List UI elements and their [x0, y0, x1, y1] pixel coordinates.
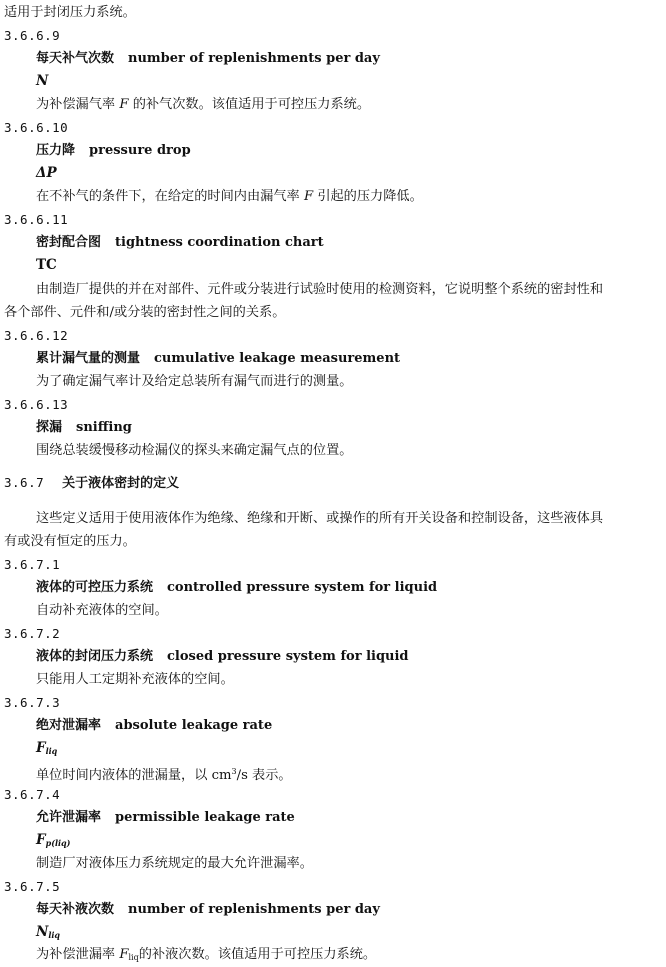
- definition-text: 单位时间内液体的泄漏量，以 cm: [36, 768, 232, 783]
- term-definition: 围绕总装缓慢移动检漏仪的探头来确定漏气点的位置。: [36, 443, 353, 458]
- clause-number: 3.6.7.2: [4, 626, 61, 641]
- term-en: sniffing: [76, 420, 132, 435]
- symbol-main: F: [36, 740, 46, 756]
- term-cn: 每天补气次数: [36, 51, 115, 66]
- term-definition: 由制造厂提供的并在对部件、元件或分装进行试验时使用的检测资料，它说明整个系统的密封性和: [36, 282, 604, 297]
- clause-number: 3.6.7.3: [4, 695, 61, 710]
- definition-text: /s 表示。: [236, 768, 292, 783]
- definition-superscript: 3: [231, 767, 237, 776]
- term-cn: 允许泄漏率: [36, 810, 102, 825]
- term-definition: 只能用人工定期补充液体的空间。: [36, 672, 234, 687]
- term-en: number of replenishments per day: [128, 51, 380, 66]
- definition-text: 的补气次数。该值适用于可控压力系统。: [132, 97, 371, 112]
- term-entry: [36, 648, 409, 665]
- term-definition: 自动补充液体的空间。: [36, 603, 168, 618]
- definition-variable: F: [119, 97, 129, 112]
- symbol-main: F: [36, 832, 46, 848]
- clause-number: 3.6.6.12: [4, 328, 69, 343]
- term-en: number of replenishments per day: [128, 902, 380, 917]
- clause-number: 3.6.6.9: [4, 28, 61, 43]
- clause-number: 3.6.6.10: [4, 120, 69, 135]
- term-symbol: [36, 832, 70, 852]
- term-cn: 压力降: [36, 143, 76, 158]
- term-symbol: [36, 740, 57, 760]
- term-entry: [36, 50, 380, 67]
- term-symbol: ΔP: [36, 165, 57, 181]
- term-definition: [36, 763, 292, 784]
- term-en: tightness coordination chart: [115, 235, 324, 250]
- symbol-subscript: liq: [45, 746, 58, 756]
- term-entry: [36, 419, 132, 436]
- term-definition: 为了确定漏气率计及给定总装所有漏气而进行的测量。: [36, 374, 353, 389]
- term-en: permissible leakage rate: [115, 810, 295, 825]
- definition-text: 的补液次数。该值适用于可控压力系统。: [138, 947, 377, 962]
- definition-text: 引起的压力降低。: [317, 189, 423, 204]
- term-entry: [36, 809, 295, 826]
- definition-text: 为补偿泄漏率: [36, 947, 116, 962]
- term-en: closed pressure system for liquid: [167, 649, 409, 664]
- term-entry: [36, 901, 380, 918]
- section-heading: [4, 474, 179, 492]
- definition-variable: F: [303, 189, 314, 204]
- clause-number: 3.6.7.5: [4, 879, 61, 894]
- term-en: absolute leakage rate: [115, 718, 273, 733]
- term-cn: 每天补液次数: [36, 902, 115, 917]
- section-number: 3.6.7: [4, 475, 45, 490]
- term-cn: 探漏: [36, 420, 63, 435]
- section-paragraph: 这些定义适用于使用液体作为绝缘、绝缘和开断、或操作的所有开关设备和控制设备，这些液体具: [36, 511, 604, 526]
- definition-subscript: liq: [128, 953, 139, 962]
- term-en: controlled pressure system for liquid: [167, 580, 438, 595]
- clause-number: 3.6.7.4: [4, 787, 61, 802]
- term-definition: 制造厂对液体压力系统规定的最大允许泄漏率。: [36, 856, 313, 871]
- term-cn: 密封配合图: [36, 235, 102, 250]
- term-entry: [36, 350, 400, 367]
- term-symbol: [36, 924, 60, 944]
- term-cn: 液体的封闭压力系统: [36, 649, 154, 664]
- clause-number: 3.6.6.11: [4, 212, 69, 227]
- term-entry: [36, 717, 272, 734]
- term-cn: 液体的可控压力系统: [36, 580, 154, 595]
- definition-variable: F: [119, 947, 129, 962]
- term-definition-continued: 各个部件、元件和/或分装的密封性之间的关系。: [4, 305, 286, 320]
- term-entry: [36, 579, 437, 596]
- term-definition: [36, 188, 423, 205]
- definition-text: 为补偿漏气率: [36, 97, 116, 112]
- clause-number: 3.6.7.1: [4, 557, 61, 572]
- definition-text: 在不补气的条件下，在给定的时间内由漏气率: [36, 189, 300, 204]
- term-entry: [36, 142, 191, 159]
- clause-number: 3.6.6.13: [4, 397, 69, 412]
- symbol-subscript: p(liq): [45, 838, 71, 848]
- term-cn: 累计漏气量的测量: [36, 351, 141, 366]
- term-cn: 绝对泄漏率: [36, 718, 102, 733]
- term-definition: [36, 946, 376, 966]
- term-en: cumulative leakage measurement: [154, 351, 401, 366]
- term-symbol: N: [36, 73, 49, 89]
- section-title: 关于液体密封的定义: [62, 476, 180, 491]
- term-en: pressure drop: [89, 143, 191, 158]
- symbol-subscript: liq: [48, 930, 61, 940]
- symbol-main: N: [36, 924, 49, 940]
- term-symbol: TC: [36, 257, 57, 273]
- term-definition: [36, 96, 370, 113]
- intro-text: 适用于封闭压力系统。: [4, 5, 136, 20]
- section-paragraph-continued: 有或没有恒定的压力。: [4, 534, 136, 549]
- term-entry: [36, 234, 324, 251]
